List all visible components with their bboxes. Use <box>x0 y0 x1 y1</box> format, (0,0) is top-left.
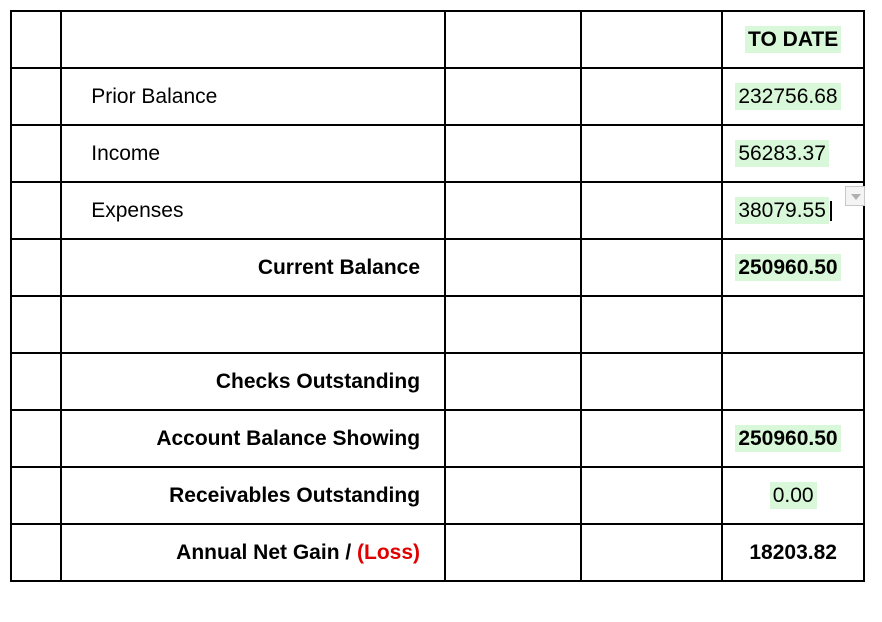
row-label: Income <box>91 141 161 165</box>
cell[interactable] <box>11 353 61 410</box>
cell[interactable] <box>581 296 723 353</box>
text-cursor <box>830 201 832 221</box>
table-row <box>11 410 864 467</box>
cell[interactable] <box>445 11 581 68</box>
label-cell[interactable] <box>61 239 445 296</box>
cell[interactable] <box>581 239 723 296</box>
cell[interactable] <box>445 524 581 581</box>
cell[interactable] <box>11 182 61 239</box>
cell[interactable] <box>445 467 581 524</box>
cell[interactable] <box>11 524 61 581</box>
label-cell[interactable] <box>61 353 445 410</box>
cell[interactable] <box>11 68 61 125</box>
cell[interactable] <box>11 410 61 467</box>
value-cell[interactable] <box>722 524 864 581</box>
cell[interactable] <box>445 182 581 239</box>
cell[interactable] <box>445 68 581 125</box>
row-label: Annual Net Gain / <box>176 540 352 564</box>
active-value-cell[interactable] <box>722 182 864 239</box>
row-value: 18203.82 <box>749 540 837 564</box>
table-row <box>11 239 864 296</box>
label-cell[interactable] <box>61 182 445 239</box>
loss-label: (Loss) <box>357 540 421 564</box>
cell[interactable] <box>61 11 445 68</box>
table-row <box>11 353 864 410</box>
row-value: 38079.55 <box>735 197 829 224</box>
cell[interactable] <box>445 353 581 410</box>
row-value: 232756.68 <box>735 83 840 110</box>
row-label: Checks Outstanding <box>215 369 421 393</box>
row-label: Expenses <box>91 198 184 222</box>
table-row <box>11 524 864 581</box>
table-row <box>11 182 864 239</box>
cell[interactable] <box>581 524 723 581</box>
to-date-header-cell[interactable] <box>722 11 864 68</box>
value-cell[interactable] <box>722 296 864 353</box>
cell[interactable] <box>581 125 723 182</box>
cell[interactable] <box>581 182 723 239</box>
cell[interactable] <box>581 68 723 125</box>
spreadsheet-table <box>10 10 865 582</box>
value-cell[interactable] <box>722 353 864 410</box>
cell[interactable] <box>11 296 61 353</box>
row-label: Account Balance Showing <box>156 426 421 450</box>
cell[interactable] <box>581 353 723 410</box>
cell[interactable] <box>581 467 723 524</box>
table-row <box>11 125 864 182</box>
row-value: 250960.50 <box>735 254 840 281</box>
value-cell[interactable] <box>722 125 864 182</box>
header-row <box>11 11 864 68</box>
cell[interactable] <box>445 410 581 467</box>
row-label: Receivables Outstanding <box>169 483 421 507</box>
label-cell[interactable] <box>61 296 445 353</box>
row-label: Prior Balance <box>91 84 218 108</box>
cell[interactable] <box>11 239 61 296</box>
cell[interactable] <box>581 410 723 467</box>
value-cell[interactable] <box>722 410 864 467</box>
label-cell[interactable] <box>61 125 445 182</box>
table-row <box>11 296 864 353</box>
cell[interactable] <box>11 467 61 524</box>
to-date-header: TO DATE <box>745 26 841 53</box>
label-cell[interactable] <box>61 68 445 125</box>
value-cell[interactable] <box>722 467 864 524</box>
cell[interactable] <box>11 11 61 68</box>
value-cell[interactable] <box>722 239 864 296</box>
table-row <box>11 68 864 125</box>
table-row <box>11 467 864 524</box>
label-cell[interactable] <box>61 524 445 581</box>
cell[interactable] <box>445 296 581 353</box>
row-value: 250960.50 <box>735 425 840 452</box>
cell[interactable] <box>445 125 581 182</box>
row-value: 56283.37 <box>735 140 829 167</box>
label-cell[interactable] <box>61 467 445 524</box>
label-cell[interactable] <box>61 410 445 467</box>
cell[interactable] <box>445 239 581 296</box>
dropdown-arrow-icon[interactable] <box>845 186 865 206</box>
cell[interactable] <box>11 125 61 182</box>
row-label: Current Balance <box>257 255 421 279</box>
cell[interactable] <box>581 11 723 68</box>
row-value: 0.00 <box>770 482 817 509</box>
value-cell[interactable] <box>722 68 864 125</box>
